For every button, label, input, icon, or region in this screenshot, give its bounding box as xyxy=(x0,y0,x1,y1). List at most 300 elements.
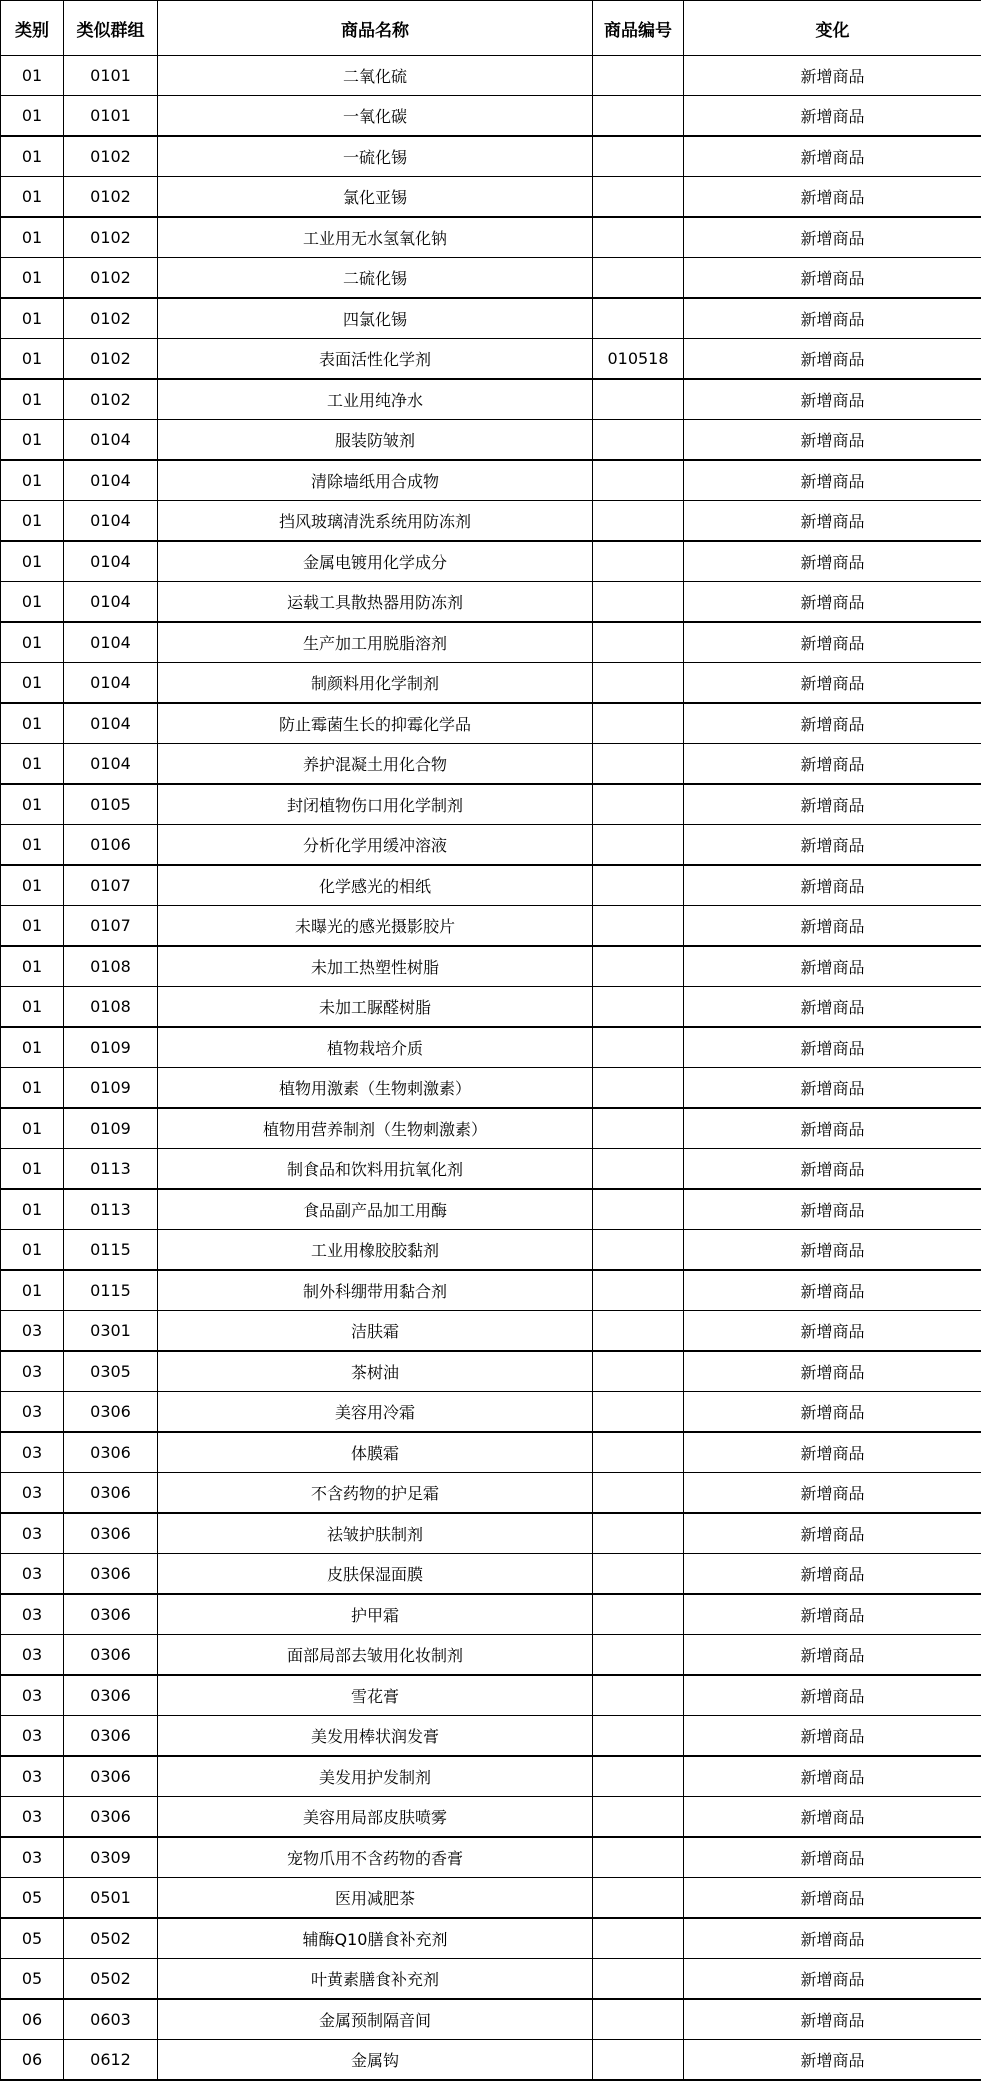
table-header xyxy=(1,1,981,56)
cell-goods-code: 010518 xyxy=(593,339,684,380)
cell-change: 新增商品 xyxy=(684,1230,981,1271)
cell-group: 0115 xyxy=(64,1270,158,1311)
cell-group: 0107 xyxy=(64,906,158,947)
cell-class: 03 xyxy=(1,1756,64,1797)
table-row xyxy=(1,96,981,137)
cell-change: 新增商品 xyxy=(684,136,981,177)
header-group: 类似群组 xyxy=(64,1,158,56)
cell-group: 0108 xyxy=(64,987,158,1028)
table-row xyxy=(1,501,981,542)
table-row xyxy=(1,1999,981,2040)
cell-class: 01 xyxy=(1,1068,64,1109)
table-body xyxy=(1,56,981,2081)
cell-goods-code xyxy=(593,1432,684,1473)
cell-change: 新增商品 xyxy=(684,379,981,420)
table-row xyxy=(1,1351,981,1392)
cell-class: 01 xyxy=(1,136,64,177)
table-row xyxy=(1,1108,981,1149)
cell-goods-name: 雪花膏 xyxy=(158,1675,593,1716)
table-row xyxy=(1,541,981,582)
cell-goods-code xyxy=(593,744,684,785)
table-row xyxy=(1,987,981,1028)
cell-goods-name: 植物用激素（生物刺激素） xyxy=(158,1068,593,1109)
cell-goods-code xyxy=(593,784,684,825)
cell-group: 0104 xyxy=(64,582,158,623)
cell-goods-code xyxy=(593,987,684,1028)
cell-goods-code xyxy=(593,1554,684,1595)
table-row xyxy=(1,1756,981,1797)
cell-goods-code xyxy=(593,96,684,137)
cell-goods-code xyxy=(593,1797,684,1838)
cell-change: 新增商品 xyxy=(684,1554,981,1595)
cell-goods-code xyxy=(593,1351,684,1392)
cell-group: 0501 xyxy=(64,1878,158,1919)
cell-goods-code xyxy=(593,1716,684,1757)
cell-group: 0104 xyxy=(64,501,158,542)
table-row xyxy=(1,703,981,744)
cell-goods-name: 护甲霜 xyxy=(158,1594,593,1635)
cell-class: 01 xyxy=(1,784,64,825)
cell-change: 新增商品 xyxy=(684,1311,981,1352)
cell-goods-name: 清除墙纸用合成物 xyxy=(158,460,593,501)
cell-class: 03 xyxy=(1,1351,64,1392)
cell-group: 0306 xyxy=(64,1797,158,1838)
cell-change: 新增商品 xyxy=(684,1675,981,1716)
table-row xyxy=(1,420,981,461)
cell-change: 新增商品 xyxy=(684,177,981,218)
table-row xyxy=(1,582,981,623)
table-row xyxy=(1,825,981,866)
cell-class: 01 xyxy=(1,946,64,987)
cell-goods-name: 防止霉菌生长的抑霉化学品 xyxy=(158,703,593,744)
table-row xyxy=(1,1797,981,1838)
table-row xyxy=(1,177,981,218)
cell-class: 03 xyxy=(1,1837,64,1878)
cell-change: 新增商品 xyxy=(684,1918,981,1959)
cell-class: 01 xyxy=(1,379,64,420)
cell-goods-name: 金属电镀用化学成分 xyxy=(158,541,593,582)
cell-class: 01 xyxy=(1,1149,64,1190)
cell-change: 新增商品 xyxy=(684,96,981,137)
cell-class: 03 xyxy=(1,1432,64,1473)
cell-group: 0101 xyxy=(64,96,158,137)
cell-group: 0102 xyxy=(64,258,158,299)
cell-goods-name: 不含药物的护足霜 xyxy=(158,1473,593,1514)
cell-change: 新增商品 xyxy=(684,339,981,380)
cell-goods-code xyxy=(593,1189,684,1230)
cell-class: 03 xyxy=(1,1635,64,1676)
cell-group: 0305 xyxy=(64,1351,158,1392)
table-row xyxy=(1,1635,981,1676)
cell-class: 06 xyxy=(1,2040,64,2081)
header-class: 类别 xyxy=(1,1,64,56)
cell-change: 新增商品 xyxy=(684,541,981,582)
cell-group: 0306 xyxy=(64,1675,158,1716)
cell-change: 新增商品 xyxy=(684,1432,981,1473)
table-row xyxy=(1,663,981,704)
cell-group: 0109 xyxy=(64,1068,158,1109)
cell-change: 新增商品 xyxy=(684,744,981,785)
cell-class: 01 xyxy=(1,96,64,137)
table-row xyxy=(1,1473,981,1514)
cell-goods-code xyxy=(593,663,684,704)
cell-class: 01 xyxy=(1,177,64,218)
cell-change: 新增商品 xyxy=(684,1959,981,2000)
cell-class: 03 xyxy=(1,1797,64,1838)
cell-change: 新增商品 xyxy=(684,1716,981,1757)
cell-goods-name: 美发用棒状润发膏 xyxy=(158,1716,593,1757)
table-row xyxy=(1,1716,981,1757)
cell-goods-code xyxy=(593,1918,684,1959)
cell-change: 新增商品 xyxy=(684,258,981,299)
table-row xyxy=(1,1878,981,1919)
cell-goods-code xyxy=(593,1149,684,1190)
cell-class: 01 xyxy=(1,1270,64,1311)
table-row xyxy=(1,744,981,785)
cell-change: 新增商品 xyxy=(684,217,981,258)
cell-group: 0306 xyxy=(64,1513,158,1554)
cell-group: 0102 xyxy=(64,339,158,380)
table-row xyxy=(1,56,981,96)
cell-group: 0306 xyxy=(64,1716,158,1757)
cell-group: 0102 xyxy=(64,136,158,177)
cell-class: 01 xyxy=(1,1108,64,1149)
cell-goods-code xyxy=(593,56,684,96)
cell-group: 0306 xyxy=(64,1473,158,1514)
cell-class: 01 xyxy=(1,420,64,461)
cell-change: 新增商品 xyxy=(684,56,981,96)
cell-change: 新增商品 xyxy=(684,1027,981,1068)
table-row xyxy=(1,1837,981,1878)
cell-group: 0104 xyxy=(64,622,158,663)
cell-class: 01 xyxy=(1,744,64,785)
cell-change: 新增商品 xyxy=(684,865,981,906)
cell-group: 0101 xyxy=(64,56,158,96)
table-row xyxy=(1,1675,981,1716)
cell-class: 01 xyxy=(1,56,64,96)
table-row xyxy=(1,1594,981,1635)
cell-group: 0102 xyxy=(64,177,158,218)
cell-goods-code xyxy=(593,1635,684,1676)
cell-group: 0104 xyxy=(64,460,158,501)
cell-class: 01 xyxy=(1,906,64,947)
cell-goods-name: 封闭植物伤口用化学制剂 xyxy=(158,784,593,825)
cell-goods-name: 工业用无水氢氧化钠 xyxy=(158,217,593,258)
cell-change: 新增商品 xyxy=(684,946,981,987)
cell-class: 03 xyxy=(1,1594,64,1635)
cell-class: 01 xyxy=(1,1027,64,1068)
cell-goods-code xyxy=(593,177,684,218)
cell-goods-name: 挡风玻璃清洗系统用防冻剂 xyxy=(158,501,593,542)
cell-class: 03 xyxy=(1,1473,64,1514)
cell-goods-name: 体膜霜 xyxy=(158,1432,593,1473)
cell-change: 新增商品 xyxy=(684,298,981,339)
table-row xyxy=(1,379,981,420)
cell-class: 01 xyxy=(1,582,64,623)
cell-change: 新增商品 xyxy=(684,703,981,744)
cell-goods-name: 服装防皱剂 xyxy=(158,420,593,461)
cell-goods-code xyxy=(593,1108,684,1149)
header-row xyxy=(1,1,981,56)
cell-group: 0107 xyxy=(64,865,158,906)
cell-group: 0306 xyxy=(64,1432,158,1473)
cell-goods-name: 四氯化锡 xyxy=(158,298,593,339)
table-row xyxy=(1,136,981,177)
cell-goods-name: 洁肤霜 xyxy=(158,1311,593,1352)
cell-goods-name: 面部局部去皱用化妆制剂 xyxy=(158,1635,593,1676)
table-row xyxy=(1,1959,981,2000)
cell-goods-name: 制食品和饮料用抗氧化剂 xyxy=(158,1149,593,1190)
cell-goods-code xyxy=(593,1027,684,1068)
cell-class: 01 xyxy=(1,460,64,501)
table-row xyxy=(1,258,981,299)
cell-goods-name: 叶黄素膳食补充剂 xyxy=(158,1959,593,2000)
cell-group: 0306 xyxy=(64,1594,158,1635)
cell-group: 0104 xyxy=(64,703,158,744)
cell-change: 新增商品 xyxy=(684,1756,981,1797)
cell-goods-name: 工业用橡胶胶黏剂 xyxy=(158,1230,593,1271)
table-row xyxy=(1,1513,981,1554)
cell-group: 0104 xyxy=(64,541,158,582)
cell-goods-name: 生产加工用脱脂溶剂 xyxy=(158,622,593,663)
cell-change: 新增商品 xyxy=(684,1189,981,1230)
cell-change: 新增商品 xyxy=(684,420,981,461)
table-row xyxy=(1,298,981,339)
cell-group: 0102 xyxy=(64,298,158,339)
cell-goods-code xyxy=(593,946,684,987)
cell-class: 01 xyxy=(1,865,64,906)
cell-class: 01 xyxy=(1,258,64,299)
cell-goods-code xyxy=(593,379,684,420)
cell-goods-name: 化学感光的相纸 xyxy=(158,865,593,906)
cell-goods-code xyxy=(593,1878,684,1919)
cell-class: 01 xyxy=(1,339,64,380)
cell-goods-code xyxy=(593,1230,684,1271)
cell-goods-name: 金属预制隔音间 xyxy=(158,1999,593,2040)
table-row xyxy=(1,1392,981,1433)
cell-group: 0502 xyxy=(64,1918,158,1959)
header-code: 商品编号 xyxy=(593,1,684,56)
cell-goods-name: 制外科绷带用黏合剂 xyxy=(158,1270,593,1311)
cell-goods-code xyxy=(593,501,684,542)
cell-change: 新增商品 xyxy=(684,460,981,501)
cell-goods-code xyxy=(593,258,684,299)
cell-group: 0306 xyxy=(64,1756,158,1797)
cell-group: 0612 xyxy=(64,2040,158,2081)
cell-goods-name: 美容用局部皮肤喷雾 xyxy=(158,1797,593,1838)
cell-class: 01 xyxy=(1,987,64,1028)
cell-group: 0109 xyxy=(64,1027,158,1068)
cell-change: 新增商品 xyxy=(684,987,981,1028)
cell-group: 0104 xyxy=(64,663,158,704)
cell-goods-name: 工业用纯净水 xyxy=(158,379,593,420)
cell-change: 新增商品 xyxy=(684,501,981,542)
cell-class: 01 xyxy=(1,501,64,542)
cell-goods-code xyxy=(593,1068,684,1109)
cell-goods-code xyxy=(593,1999,684,2040)
table-row xyxy=(1,217,981,258)
cell-goods-name: 金属钩 xyxy=(158,2040,593,2081)
cell-goods-code xyxy=(593,1473,684,1514)
cell-change: 新增商品 xyxy=(684,2040,981,2081)
cell-goods-code xyxy=(593,1675,684,1716)
table-row xyxy=(1,460,981,501)
cell-goods-name: 皮肤保湿面膜 xyxy=(158,1554,593,1595)
cell-class: 03 xyxy=(1,1311,64,1352)
cell-group: 0306 xyxy=(64,1554,158,1595)
cell-class: 06 xyxy=(1,1999,64,2040)
cell-goods-code xyxy=(593,906,684,947)
cell-goods-code xyxy=(593,703,684,744)
cell-goods-name: 美容用冷霜 xyxy=(158,1392,593,1433)
cell-goods-name: 医用减肥茶 xyxy=(158,1878,593,1919)
cell-goods-code xyxy=(593,1959,684,2000)
cell-goods-code xyxy=(593,1594,684,1635)
cell-change: 新增商品 xyxy=(684,582,981,623)
header-change: 变化 xyxy=(684,1,981,56)
cell-goods-name: 茶树油 xyxy=(158,1351,593,1392)
cell-class: 01 xyxy=(1,622,64,663)
table-row xyxy=(1,946,981,987)
cell-goods-code xyxy=(593,825,684,866)
cell-class: 01 xyxy=(1,825,64,866)
table-row xyxy=(1,1149,981,1190)
cell-change: 新增商品 xyxy=(684,1392,981,1433)
cell-change: 新增商品 xyxy=(684,1068,981,1109)
cell-change: 新增商品 xyxy=(684,1635,981,1676)
cell-class: 01 xyxy=(1,298,64,339)
cell-class: 03 xyxy=(1,1675,64,1716)
cell-group: 0105 xyxy=(64,784,158,825)
cell-goods-name: 祛皱护肤制剂 xyxy=(158,1513,593,1554)
cell-change: 新增商品 xyxy=(684,622,981,663)
cell-group: 0106 xyxy=(64,825,158,866)
table-row xyxy=(1,1068,981,1109)
cell-goods-name: 二硫化锡 xyxy=(158,258,593,299)
cell-change: 新增商品 xyxy=(684,784,981,825)
cell-class: 05 xyxy=(1,1878,64,1919)
table-row xyxy=(1,1270,981,1311)
cell-class: 03 xyxy=(1,1392,64,1433)
cell-change: 新增商品 xyxy=(684,1473,981,1514)
cell-group: 0502 xyxy=(64,1959,158,2000)
cell-class: 01 xyxy=(1,663,64,704)
header-name: 商品名称 xyxy=(158,1,593,56)
cell-group: 0306 xyxy=(64,1635,158,1676)
table-row xyxy=(1,1918,981,1959)
cell-goods-name: 植物栽培介质 xyxy=(158,1027,593,1068)
cell-change: 新增商品 xyxy=(684,1351,981,1392)
cell-goods-name: 未曝光的感光摄影胶片 xyxy=(158,906,593,947)
cell-goods-name: 植物用营养制剂（生物刺激素） xyxy=(158,1108,593,1149)
cell-goods-name: 养护混凝土用化合物 xyxy=(158,744,593,785)
cell-group: 0603 xyxy=(64,1999,158,2040)
table-row xyxy=(1,1230,981,1271)
cell-change: 新增商品 xyxy=(684,1594,981,1635)
cell-goods-name: 未加工脲醛树脂 xyxy=(158,987,593,1028)
cell-goods-code xyxy=(593,1756,684,1797)
cell-class: 03 xyxy=(1,1513,64,1554)
table-row xyxy=(1,1311,981,1352)
cell-goods-code xyxy=(593,541,684,582)
table-row xyxy=(1,1027,981,1068)
cell-goods-name: 宠物爪用不含药物的香膏 xyxy=(158,1837,593,1878)
cell-group: 0301 xyxy=(64,1311,158,1352)
cell-goods-code xyxy=(593,420,684,461)
cell-class: 05 xyxy=(1,1959,64,2000)
table-row xyxy=(1,1554,981,1595)
table-row xyxy=(1,622,981,663)
cell-class: 01 xyxy=(1,703,64,744)
cell-group: 0108 xyxy=(64,946,158,987)
table-row xyxy=(1,1189,981,1230)
cell-group: 0104 xyxy=(64,420,158,461)
cell-group: 0113 xyxy=(64,1149,158,1190)
cell-class: 01 xyxy=(1,217,64,258)
cell-change: 新增商品 xyxy=(684,1513,981,1554)
cell-change: 新增商品 xyxy=(684,1149,981,1190)
cell-goods-name: 表面活性化学剂 xyxy=(158,339,593,380)
table-row xyxy=(1,906,981,947)
cell-goods-code xyxy=(593,865,684,906)
cell-change: 新增商品 xyxy=(684,1108,981,1149)
cell-class: 01 xyxy=(1,1230,64,1271)
cell-goods-name: 制颜料用化学制剂 xyxy=(158,663,593,704)
cell-goods-name: 食品副产品加工用酶 xyxy=(158,1189,593,1230)
cell-goods-code xyxy=(593,1837,684,1878)
cell-goods-name: 分析化学用缓冲溶液 xyxy=(158,825,593,866)
cell-goods-code xyxy=(593,1311,684,1352)
cell-change: 新增商品 xyxy=(684,1797,981,1838)
cell-group: 0109 xyxy=(64,1108,158,1149)
cell-goods-code xyxy=(593,1392,684,1433)
cell-goods-name: 一硫化锡 xyxy=(158,136,593,177)
cell-change: 新增商品 xyxy=(684,1270,981,1311)
cell-goods-name: 一氧化碳 xyxy=(158,96,593,137)
cell-change: 新增商品 xyxy=(684,1999,981,2040)
cell-group: 0104 xyxy=(64,744,158,785)
cell-goods-name: 运载工具散热器用防冻剂 xyxy=(158,582,593,623)
cell-group: 0113 xyxy=(64,1189,158,1230)
cell-goods-code xyxy=(593,136,684,177)
cell-group: 0102 xyxy=(64,217,158,258)
table-row xyxy=(1,1432,981,1473)
cell-change: 新增商品 xyxy=(684,1878,981,1919)
cell-group: 0115 xyxy=(64,1230,158,1271)
cell-goods-code xyxy=(593,622,684,663)
cell-goods-code xyxy=(593,217,684,258)
cell-goods-code xyxy=(593,582,684,623)
cell-class: 03 xyxy=(1,1716,64,1757)
cell-class: 01 xyxy=(1,541,64,582)
cell-goods-name: 氯化亚锡 xyxy=(158,177,593,218)
table-row xyxy=(1,339,981,380)
cell-goods-name: 辅酶Q10膳食补充剂 xyxy=(158,1918,593,1959)
cell-goods-name: 未加工热塑性树脂 xyxy=(158,946,593,987)
cell-goods-code xyxy=(593,1270,684,1311)
cell-change: 新增商品 xyxy=(684,825,981,866)
cell-change: 新增商品 xyxy=(684,1837,981,1878)
cell-group: 0102 xyxy=(64,379,158,420)
cell-goods-code xyxy=(593,1513,684,1554)
cell-class: 03 xyxy=(1,1554,64,1595)
cell-class: 01 xyxy=(1,1189,64,1230)
cell-goods-name: 二氧化硫 xyxy=(158,56,593,96)
cell-class: 05 xyxy=(1,1918,64,1959)
cell-goods-name: 美发用护发制剂 xyxy=(158,1756,593,1797)
cell-group: 0306 xyxy=(64,1392,158,1433)
cell-goods-code xyxy=(593,298,684,339)
